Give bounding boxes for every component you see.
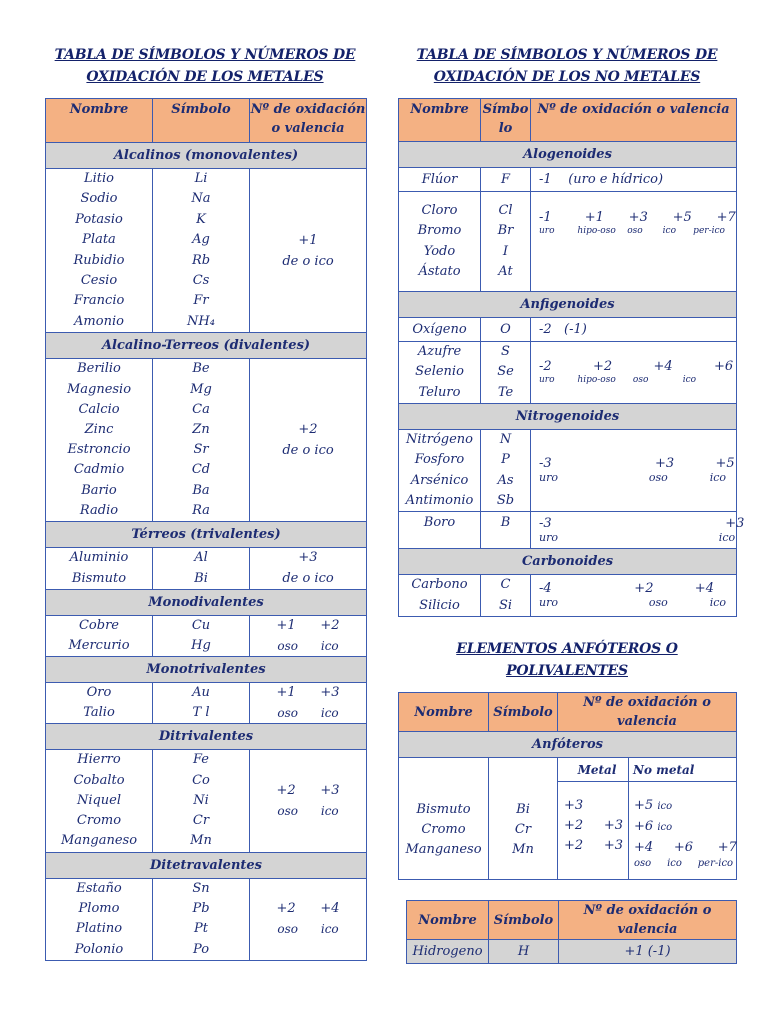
element-symbol: Pb (192, 901, 210, 917)
element-symbol: Rb (191, 252, 211, 268)
nometal-suffix: oso ico per-ico (634, 858, 734, 869)
element-name: Hidrogeno (407, 940, 489, 964)
metal-value: +2 +3 (564, 838, 623, 853)
valence-cell (531, 430, 737, 512)
element-symbol: H (489, 940, 559, 964)
valence-suffix: uro ico (539, 530, 736, 544)
valence-cell (250, 683, 367, 724)
element-name: Radio (79, 502, 119, 518)
header-nombre: Nombre (46, 99, 153, 143)
element-symbol: K (196, 211, 206, 227)
names-cell (46, 616, 153, 657)
element-name: Oro (86, 685, 112, 701)
valence-value: +3 (298, 550, 318, 566)
element-symbol: Cu (191, 618, 211, 634)
names-cell (399, 342, 481, 404)
names-cell (399, 192, 481, 292)
nonmetals-table (398, 98, 745, 617)
nometal-value: +4 +6 +7 (634, 840, 737, 855)
element-symbol: Cr (192, 813, 210, 829)
metal-label: Metal (558, 758, 629, 782)
names-cell (46, 359, 153, 522)
group-alcalinoterreos: Alcalino-Terreos (divalentes) (46, 333, 367, 359)
symbols-cell (153, 750, 250, 852)
valence-cell (531, 192, 737, 292)
element-symbol: Mn (512, 841, 534, 857)
element-symbol: Sr (193, 442, 209, 458)
element-symbol: N (499, 432, 512, 447)
element-name: Teluro (418, 384, 461, 400)
symbols-cell (481, 430, 531, 512)
valence-cell (250, 169, 367, 333)
element-symbol: F (481, 168, 531, 192)
element-name: Selenio (415, 364, 464, 380)
element-symbol: Hg (191, 638, 211, 654)
element-symbol: Cs (192, 273, 210, 289)
metal-values-cell (558, 782, 629, 880)
valence-value: -1 (uro e hídrico) (539, 172, 664, 187)
anfoteros-title: ELEMENTOS ANFÓTEROS O POLIVALENTES (456, 641, 678, 679)
element-symbol: Ra (192, 502, 210, 518)
element-name: Plomo (78, 901, 120, 917)
element-name: Manganeso (60, 833, 138, 849)
symbols-cell (481, 575, 531, 617)
names-cell (46, 878, 153, 960)
element-symbol: O (481, 318, 531, 342)
symbols-cell (481, 192, 531, 292)
header-nombre: Nombre (407, 901, 489, 940)
element-name: Antimonio (405, 492, 474, 508)
metals-title: TABLA DE SÍMBOLOS Y NÚMEROS DE OXIDACIÓN DE LOS METALES (54, 47, 356, 85)
nometal-label: No metal (629, 758, 737, 782)
element-symbol: Au (192, 685, 210, 701)
names-cell (399, 758, 489, 880)
header-nombre: Nombre (399, 99, 481, 142)
element-name: Cesio (80, 273, 118, 289)
valence-cell (531, 512, 745, 549)
valence-cell (531, 575, 737, 617)
symbols-cell (153, 878, 250, 960)
element-symbol: T l (192, 705, 210, 721)
valence-cell (250, 616, 367, 657)
valence-suffix: uro hipo-oso oso ico per-ico (539, 226, 725, 236)
metals-table (45, 98, 367, 961)
element-name: Manganeso (405, 841, 482, 857)
names-cell (46, 750, 153, 852)
element-symbol: Pt (194, 921, 208, 937)
element-name: Aluminio (69, 550, 129, 566)
element-symbol: Fr (193, 293, 209, 309)
valence-value: -2 (-1) (539, 322, 587, 337)
element-symbol: Ag (192, 232, 210, 248)
symbols-cell (489, 758, 558, 880)
group-monodivalentes: Monodivalentes (46, 590, 367, 616)
element-name: Litio (84, 171, 114, 186)
element-symbol: P (501, 452, 510, 468)
nometal-suffix: ico (657, 801, 673, 812)
element-name: Sodio (80, 191, 118, 207)
element-symbol: Mg (190, 381, 212, 397)
element-name: Flúor (399, 168, 481, 192)
hidrogeno-table (406, 900, 737, 964)
header-valencia: Nº de oxidación o valencia (531, 99, 737, 142)
element-name: Azufre (417, 344, 462, 360)
valence-suffix: de o ico (282, 253, 334, 269)
element-symbol: Te (497, 384, 514, 400)
group-alogenoides: Alogenoides (399, 142, 737, 168)
names-cell (46, 169, 153, 333)
group-terreos: Térreos (trivalentes) (46, 522, 367, 548)
element-name: Nitrógeno (405, 432, 473, 447)
header-simbolo: Símbolo (489, 693, 558, 732)
valence-cell (250, 548, 367, 590)
group-anfoteros: Anfóteros (399, 732, 737, 758)
element-name: Potasio (75, 211, 123, 227)
element-name: Cromo (421, 821, 466, 837)
element-symbol: S (501, 344, 510, 360)
element-name: Plata (82, 232, 116, 248)
nometal-value: +5 (634, 798, 654, 813)
element-symbol: Fe (192, 752, 209, 768)
nometal-row (634, 796, 736, 817)
group-ditrivalentes: Ditrivalentes (46, 724, 367, 750)
element-name: Cadmio (73, 462, 125, 478)
valence-suffix: uro oso ico (539, 471, 727, 485)
header-valencia: Nº de oxidación o valencia (559, 901, 737, 940)
header-simbolo: Símbolo (489, 901, 559, 940)
header-nombre: Nombre (399, 693, 489, 732)
valence-value: +1 +3 (276, 685, 340, 701)
element-symbol: Li (194, 171, 208, 186)
element-name: Hierro (77, 752, 121, 768)
valence-value: +1 (298, 232, 318, 248)
symbols-cell (481, 342, 531, 404)
names-cell (399, 430, 481, 512)
element-name: Carbono (411, 577, 468, 593)
element-symbol: Co (192, 772, 210, 788)
element-symbol: C (500, 577, 511, 593)
symbols-cell (153, 616, 250, 657)
valence-value: -1 +1 +3 +5 +7 (539, 210, 736, 225)
element-symbol: B (481, 512, 531, 549)
valence-cell (250, 359, 367, 522)
element-symbol: Ni (193, 792, 209, 808)
valence-value: -3 +3 (539, 515, 745, 531)
element-symbol: NH₄ (187, 313, 215, 329)
element-symbol: Na (191, 191, 211, 207)
metal-value: +2 +3 (564, 818, 623, 833)
element-symbol: Ba (192, 482, 210, 498)
element-symbol: Se (497, 364, 514, 380)
element-symbol: Zn (192, 422, 210, 438)
element-symbol: Si (498, 597, 513, 613)
group-alcalinos: Alcalinos (monovalentes) (46, 143, 367, 169)
element-name: Magnesio (66, 381, 132, 397)
valence-suffix: de o ico (282, 570, 334, 586)
element-name: Francio (73, 293, 125, 309)
element-name: Boro (399, 512, 481, 549)
element-name: Cloro (421, 202, 458, 218)
metal-value: +3 (564, 798, 584, 813)
valence-suffix: oso ico (277, 922, 339, 937)
element-name: Yodo (423, 243, 456, 259)
element-name: Rubidio (73, 252, 125, 268)
header-simbolo: Símbo lo (481, 99, 531, 142)
element-name: Calcio (78, 401, 120, 417)
valence-cell (531, 168, 737, 192)
element-name: Estaño (76, 880, 122, 896)
symbols-cell (153, 169, 250, 333)
valence-value: -3 +3 +5 (539, 456, 735, 472)
valence-suffix: uro oso ico (539, 596, 727, 610)
element-symbol: Sn (192, 880, 210, 896)
element-symbol: Cd (191, 462, 211, 478)
valence-value: +1 +2 (276, 618, 340, 634)
element-name: Bario (81, 482, 117, 498)
element-symbol: Bi (194, 570, 208, 586)
symbols-cell (153, 548, 250, 590)
anfoteros-table (398, 692, 737, 880)
names-cell (46, 548, 153, 590)
valence-value: +2 +4 (276, 901, 340, 917)
valence-value: +1 (-1) (559, 940, 737, 964)
element-name: Bismuto (71, 570, 127, 586)
element-name: Arsénico (410, 472, 469, 488)
element-symbol: Al (194, 550, 208, 566)
header-valencia: Nº de oxidación o valencia (250, 99, 367, 143)
element-name: Silicio (419, 597, 460, 613)
element-name: Talio (83, 705, 115, 721)
element-name: Bromo (417, 223, 462, 238)
header-simbolo: Símbolo (153, 99, 250, 143)
element-name: Oxígeno (399, 318, 481, 342)
valence-suffix: oso ico (277, 706, 339, 721)
valence-cell (531, 318, 737, 342)
names-cell (399, 575, 481, 617)
element-name: Bismuto (416, 801, 471, 817)
valence-suffix: de o ico (282, 443, 334, 459)
group-anfigenoides: Anfigenoides (399, 292, 737, 318)
element-name: Ástato (418, 264, 461, 279)
symbols-cell (153, 683, 250, 724)
element-name: Fosforo (414, 452, 465, 468)
element-name: Berilio (77, 361, 121, 377)
group-carbonoides: Carbonoides (399, 549, 737, 575)
valence-value: -2 +2 +4 +6 (539, 359, 734, 374)
group-nitrogenoides: Nitrogenoides (399, 404, 737, 430)
valence-suffix: uro hipo-oso oso ico (539, 375, 697, 385)
valence-value: +2 (298, 422, 318, 438)
group-ditetravalentes: Ditetravalentes (46, 852, 367, 878)
valence-cell (250, 878, 367, 960)
names-cell (46, 683, 153, 724)
nonmetals-title: TABLA DE SÍMBOLOS Y NÚMEROS DE OXIDACIÓN DE LOS NO METALES (416, 47, 718, 85)
nometal-value: +6 (634, 819, 654, 834)
element-symbol: Mn (190, 833, 212, 849)
group-monotrivalentes: Monotrivalentes (46, 657, 367, 683)
element-symbol: Be (192, 361, 210, 377)
element-name: Amonio (74, 313, 124, 329)
element-symbol: Br (497, 223, 514, 238)
element-name: Platino (75, 921, 123, 937)
element-symbol: Cr (514, 821, 532, 837)
element-symbol: As (497, 472, 514, 488)
nometal-row (634, 817, 736, 838)
element-name: Polonio (74, 941, 124, 957)
symbols-cell (153, 359, 250, 522)
element-symbol: Po (192, 941, 210, 957)
element-name: Cromo (76, 813, 122, 829)
element-symbol: Sb (496, 492, 515, 508)
element-name: Cobalto (73, 772, 125, 788)
element-symbol: I (502, 243, 509, 259)
element-name: Estroncio (67, 442, 131, 458)
element-symbol: At (498, 264, 513, 279)
valence-cell (531, 342, 737, 404)
element-name: Cobre (78, 618, 119, 634)
valence-suffix: oso ico (277, 803, 339, 818)
element-symbol: Ca (192, 401, 210, 417)
header-valencia: Nº de oxidación o valencia (558, 693, 737, 732)
element-name: Mercurio (68, 638, 130, 654)
element-symbol: Bi (516, 801, 530, 817)
valence-suffix: oso ico (277, 639, 339, 654)
valence-cell (250, 750, 367, 852)
valence-value: -4 +2 +4 (539, 581, 714, 597)
element-name: Zinc (84, 422, 114, 438)
nometal-values-cell (629, 782, 737, 880)
element-symbol: Cl (498, 202, 513, 218)
element-name: Niquel (76, 792, 122, 808)
nometal-suffix: ico (657, 822, 673, 833)
valence-value: +2 +3 (276, 782, 340, 798)
